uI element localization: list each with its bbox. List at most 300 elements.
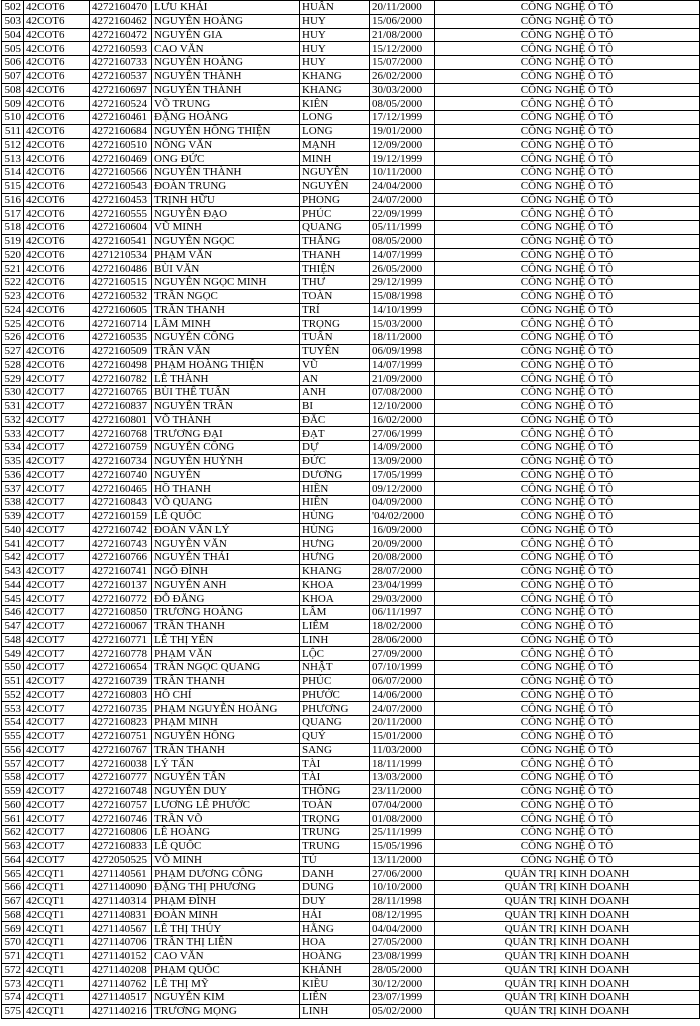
class-code-cell: 42COT7 (24, 688, 90, 702)
class-code-cell: 42COT6 (24, 221, 90, 235)
student-id-cell: 4272160465 (90, 482, 152, 496)
surname-cell: NGUYỄN CÔNG (152, 441, 300, 455)
row-number-cell: 548 (2, 633, 24, 647)
major-cell: CÔNG NGHỆ Ô TÔ (435, 166, 700, 180)
birth-date-cell: '04/02/2000 (370, 509, 435, 523)
major-cell: CÔNG NGHỆ Ô TÔ (435, 413, 700, 427)
major-cell: CÔNG NGHỆ Ô TÔ (435, 578, 700, 592)
birth-date-cell: 27/09/2000 (370, 647, 435, 661)
table-row (2, 674, 700, 688)
row-number-cell: 556 (2, 743, 24, 757)
surname-cell: NGUYỄN NGỌC (152, 234, 300, 248)
surname-cell: HỒ THANH (152, 482, 300, 496)
birth-date-cell: 18/11/2000 (370, 331, 435, 345)
row-number-cell: 570 (2, 936, 24, 950)
birth-date-cell: 26/05/2000 (370, 262, 435, 276)
major-cell: CÔNG NGHỆ Ô TÔ (435, 56, 700, 70)
birth-date-cell: 23/07/1999 (370, 991, 435, 1005)
student-id-cell: 4272160593 (90, 42, 152, 56)
given-name-cell: LÂM (300, 606, 370, 620)
birth-date-cell: 15/07/2000 (370, 56, 435, 70)
major-cell: CÔNG NGHỆ Ô TÔ (435, 771, 700, 785)
row-number-cell: 510 (2, 111, 24, 125)
birth-date-cell: 27/06/2000 (370, 867, 435, 881)
major-cell: QUẢN TRỊ KINH DOANH (435, 894, 700, 908)
given-name-cell: TRÍ (300, 303, 370, 317)
major-cell: QUẢN TRỊ KINH DOANH (435, 908, 700, 922)
class-code-cell: 42COT7 (24, 647, 90, 661)
birth-date-cell: 15/06/2000 (370, 14, 435, 28)
student-id-cell: 4272160823 (90, 716, 152, 730)
major-cell: CÔNG NGHỆ Ô TÔ (435, 276, 700, 290)
row-number-cell: 513 (2, 152, 24, 166)
major-cell: CÔNG NGHỆ Ô TÔ (435, 496, 700, 510)
surname-cell: LÊ THỊ THÚY (152, 922, 300, 936)
class-code-cell: 42COT7 (24, 386, 90, 400)
birth-date-cell: 28/07/2000 (370, 564, 435, 578)
table-row (2, 248, 700, 262)
birth-date-cell: 06/09/1998 (370, 344, 435, 358)
table-row (2, 812, 700, 826)
student-id-cell: 4272160733 (90, 56, 152, 70)
major-cell: CÔNG NGHỆ Ô TÔ (435, 826, 700, 840)
birth-date-cell: 13/03/2000 (370, 771, 435, 785)
given-name-cell: HUY (300, 28, 370, 42)
student-id-cell: 4272160837 (90, 399, 152, 413)
surname-cell: NGUYỄN HỒNG (152, 729, 300, 743)
birth-date-cell: 09/12/2000 (370, 482, 435, 496)
table-row (2, 413, 700, 427)
student-id-cell: 4271140706 (90, 936, 152, 950)
row-number-cell: 504 (2, 28, 24, 42)
surname-cell: PHẠM QUỐC (152, 963, 300, 977)
row-number-cell: 506 (2, 56, 24, 70)
student-id-cell: 4272160067 (90, 619, 152, 633)
given-name-cell: THIỆN (300, 262, 370, 276)
row-number-cell: 574 (2, 991, 24, 1005)
surname-cell: LƯU KHẢI (152, 1, 300, 15)
major-cell: QUẢN TRỊ KINH DOANH (435, 922, 700, 936)
row-number-cell: 514 (2, 166, 24, 180)
birth-date-cell: 11/03/2000 (370, 743, 435, 757)
given-name-cell: KHANG (300, 69, 370, 83)
class-code-cell: 42CQT1 (24, 908, 90, 922)
given-name-cell: NHẬT (300, 661, 370, 675)
table-row (2, 716, 700, 730)
given-name-cell: VŨ (300, 358, 370, 372)
birth-date-cell: 07/08/2000 (370, 386, 435, 400)
major-cell: CÔNG NGHỆ Ô TÔ (435, 372, 700, 386)
class-code-cell: 42COT7 (24, 578, 90, 592)
birth-date-cell: 07/04/2000 (370, 798, 435, 812)
major-cell: CÔNG NGHỆ Ô TÔ (435, 289, 700, 303)
table-row (2, 661, 700, 675)
major-cell: CÔNG NGHỆ Ô TÔ (435, 42, 700, 56)
surname-cell: NGÔ ĐÌNH (152, 564, 300, 578)
birth-date-cell: 14/06/2000 (370, 688, 435, 702)
class-code-cell: 42COT7 (24, 468, 90, 482)
row-number-cell: 564 (2, 853, 24, 867)
table-row (2, 564, 700, 578)
row-number-cell: 549 (2, 647, 24, 661)
major-cell: CÔNG NGHỆ Ô TÔ (435, 234, 700, 248)
given-name-cell: HƯNG (300, 551, 370, 565)
major-cell: CÔNG NGHỆ Ô TÔ (435, 317, 700, 331)
row-number-cell: 531 (2, 399, 24, 413)
surname-cell: ĐỖ ĐĂNG (152, 592, 300, 606)
student-id-cell: 4272160734 (90, 454, 152, 468)
given-name-cell: PHƯƠNG (300, 702, 370, 716)
major-cell: CÔNG NGHỆ Ô TÔ (435, 468, 700, 482)
class-code-cell: 42COT7 (24, 564, 90, 578)
birth-date-cell: 30/12/2000 (370, 977, 435, 991)
birth-date-cell: 24/07/2000 (370, 702, 435, 716)
surname-cell: PHẠM HOÀNG THIỆN (152, 358, 300, 372)
birth-date-cell: 18/11/1999 (370, 757, 435, 771)
birth-date-cell: 14/07/1999 (370, 358, 435, 372)
table-row (2, 207, 700, 221)
class-code-cell: 42CQT1 (24, 1004, 90, 1018)
row-number-cell: 534 (2, 441, 24, 455)
table-row (2, 386, 700, 400)
student-id-cell: 4271140216 (90, 1004, 152, 1018)
student-id-cell: 4272160772 (90, 592, 152, 606)
class-code-cell: 42COT6 (24, 262, 90, 276)
given-name-cell: QUANG (300, 716, 370, 730)
given-name-cell: DƯƠNG (300, 468, 370, 482)
birth-date-cell: 23/04/1999 (370, 578, 435, 592)
surname-cell: ĐẶNG THỊ PHƯƠNG (152, 881, 300, 895)
student-id-cell: 4272160782 (90, 372, 152, 386)
given-name-cell: THANH (300, 248, 370, 262)
surname-cell: PHẠM ĐÌNH (152, 894, 300, 908)
surname-cell: LÊ THÀNH (152, 372, 300, 386)
major-cell: CÔNG NGHỆ Ô TÔ (435, 702, 700, 716)
birth-date-cell: 17/12/1999 (370, 111, 435, 125)
row-number-cell: 557 (2, 757, 24, 771)
birth-date-cell: 28/06/2000 (370, 633, 435, 647)
row-number-cell: 536 (2, 468, 24, 482)
student-id-cell: 4272160470 (90, 1, 152, 15)
student-id-cell: 4272160486 (90, 262, 152, 276)
class-code-cell: 42COT7 (24, 661, 90, 675)
student-id-cell: 4272160532 (90, 289, 152, 303)
class-code-cell: 42COT6 (24, 1, 90, 15)
surname-cell: NGUYỄN HUỲNH (152, 454, 300, 468)
row-number-cell: 524 (2, 303, 24, 317)
given-name-cell: TOÀN (300, 798, 370, 812)
major-cell: CÔNG NGHỆ Ô TÔ (435, 138, 700, 152)
surname-cell: CAO VĂN (152, 42, 300, 56)
table-row (2, 839, 700, 853)
birth-date-cell: 08/05/2000 (370, 97, 435, 111)
row-number-cell: 550 (2, 661, 24, 675)
row-number-cell: 535 (2, 454, 24, 468)
table-row (2, 193, 700, 207)
row-number-cell: 505 (2, 42, 24, 56)
class-code-cell: 42COT6 (24, 248, 90, 262)
class-code-cell: 42COT6 (24, 83, 90, 97)
row-number-cell: 553 (2, 702, 24, 716)
row-number-cell: 568 (2, 908, 24, 922)
birth-date-cell: 14/09/2000 (370, 441, 435, 455)
given-name-cell: KHANG (300, 83, 370, 97)
student-id-cell: 4272160697 (90, 83, 152, 97)
table-row (2, 69, 700, 83)
table-row (2, 908, 700, 922)
student-id-cell: 4272160541 (90, 234, 152, 248)
given-name-cell: HƯNG (300, 537, 370, 551)
given-name-cell: SANG (300, 743, 370, 757)
birth-date-cell: 15/08/1998 (370, 289, 435, 303)
student-id-cell: 4272160746 (90, 812, 152, 826)
table-row (2, 124, 700, 138)
major-cell: QUẢN TRỊ KINH DOANH (435, 881, 700, 895)
row-number-cell: 539 (2, 509, 24, 523)
given-name-cell: ANH (300, 386, 370, 400)
row-number-cell: 566 (2, 881, 24, 895)
surname-cell: LÊ THỊ YẾN (152, 633, 300, 647)
table-row (2, 56, 700, 70)
row-number-cell: 563 (2, 839, 24, 853)
student-id-cell: 4272160684 (90, 124, 152, 138)
birth-date-cell: 13/11/2000 (370, 853, 435, 867)
student-id-cell: 4272160751 (90, 729, 152, 743)
surname-cell: TRẦN NGỌC QUANG (152, 661, 300, 675)
major-cell: CÔNG NGHỆ Ô TÔ (435, 399, 700, 413)
table-row (2, 138, 700, 152)
given-name-cell: KHOA (300, 592, 370, 606)
student-id-cell: 4272160743 (90, 537, 152, 551)
surname-cell: NGUYỄN ANH (152, 578, 300, 592)
major-cell: CÔNG NGHỆ Ô TÔ (435, 757, 700, 771)
surname-cell: TRẦN THANH (152, 619, 300, 633)
birth-date-cell: 10/11/2000 (370, 166, 435, 180)
row-number-cell: 543 (2, 564, 24, 578)
class-code-cell: 42COT6 (24, 152, 90, 166)
given-name-cell: HÙNG (300, 509, 370, 523)
birth-date-cell: 04/04/2000 (370, 922, 435, 936)
row-number-cell: 540 (2, 523, 24, 537)
table-row (2, 977, 700, 991)
major-cell: CÔNG NGHỆ Ô TÔ (435, 179, 700, 193)
row-number-cell: 562 (2, 826, 24, 840)
row-number-cell: 512 (2, 138, 24, 152)
major-cell: CÔNG NGHỆ Ô TÔ (435, 537, 700, 551)
birth-date-cell: 29/12/1999 (370, 276, 435, 290)
major-cell: CÔNG NGHỆ Ô TÔ (435, 262, 700, 276)
birth-date-cell: 07/10/1999 (370, 661, 435, 675)
surname-cell: TRẦN THANH (152, 674, 300, 688)
major-cell: CÔNG NGHỆ Ô TÔ (435, 633, 700, 647)
row-number-cell: 511 (2, 124, 24, 138)
class-code-cell: 42COT6 (24, 317, 90, 331)
given-name-cell: LINH (300, 633, 370, 647)
table-row (2, 14, 700, 28)
class-code-cell: 42COT7 (24, 441, 90, 455)
table-body (2, 1, 700, 1019)
table-row (2, 482, 700, 496)
birth-date-cell: 05/11/1999 (370, 221, 435, 235)
row-number-cell: 538 (2, 496, 24, 510)
table-row (2, 743, 700, 757)
given-name-cell: ĐẮC (300, 413, 370, 427)
surname-cell: NGUYỄN HOÀNG (152, 56, 300, 70)
given-name-cell: MINH (300, 152, 370, 166)
table-row (2, 826, 700, 840)
table-row (2, 798, 700, 812)
class-code-cell: 42COT6 (24, 42, 90, 56)
row-number-cell: 546 (2, 606, 24, 620)
major-cell: CÔNG NGHỆ Ô TÔ (435, 97, 700, 111)
given-name-cell: PHÚC (300, 207, 370, 221)
class-code-cell: 42COT6 (24, 124, 90, 138)
major-cell: QUẢN TRỊ KINH DOANH (435, 936, 700, 950)
student-id-cell: 4272160498 (90, 358, 152, 372)
major-cell: CÔNG NGHỆ Ô TÔ (435, 647, 700, 661)
major-cell: CÔNG NGHỆ Ô TÔ (435, 386, 700, 400)
table-row (2, 111, 700, 125)
major-cell: CÔNG NGHỆ Ô TÔ (435, 551, 700, 565)
class-code-cell: 42COT6 (24, 56, 90, 70)
table-row (2, 427, 700, 441)
class-code-cell: 42COT6 (24, 289, 90, 303)
student-id-cell: 4271140762 (90, 977, 152, 991)
given-name-cell: TRỌNG (300, 812, 370, 826)
row-number-cell: 526 (2, 331, 24, 345)
class-code-cell: 42COT7 (24, 619, 90, 633)
surname-cell: VÕ THÀNH (152, 413, 300, 427)
row-number-cell: 528 (2, 358, 24, 372)
major-cell: CÔNG NGHỆ Ô TÔ (435, 661, 700, 675)
table-row (2, 83, 700, 97)
birth-date-cell: 20/09/2000 (370, 537, 435, 551)
birth-date-cell: 06/07/2000 (370, 674, 435, 688)
class-code-cell: 42COT6 (24, 166, 90, 180)
major-cell: CÔNG NGHỆ Ô TÔ (435, 441, 700, 455)
given-name-cell: HOÀNG (300, 949, 370, 963)
student-id-cell: 4272160510 (90, 138, 152, 152)
birth-date-cell: 12/10/2000 (370, 399, 435, 413)
given-name-cell: HOA (300, 936, 370, 950)
row-number-cell: 567 (2, 894, 24, 908)
student-id-cell: 4272160741 (90, 564, 152, 578)
class-code-cell: 42COT6 (24, 234, 90, 248)
surname-cell: TRẦN VÕ (152, 812, 300, 826)
table-row (2, 523, 700, 537)
table-row (2, 496, 700, 510)
row-number-cell: 517 (2, 207, 24, 221)
birth-date-cell: 25/11/1999 (370, 826, 435, 840)
class-code-cell: 42COT7 (24, 812, 90, 826)
student-id-cell: 4272160843 (90, 496, 152, 510)
row-number-cell: 575 (2, 1004, 24, 1018)
student-id-cell: 4272160462 (90, 14, 152, 28)
student-id-cell: 4271140561 (90, 867, 152, 881)
table-row (2, 922, 700, 936)
table-row (2, 537, 700, 551)
birth-date-cell: 08/05/2000 (370, 234, 435, 248)
student-id-cell: 4272160767 (90, 743, 152, 757)
major-cell: CÔNG NGHỆ Ô TÔ (435, 729, 700, 743)
birth-date-cell: 19/12/1999 (370, 152, 435, 166)
birth-date-cell: 15/03/2000 (370, 317, 435, 331)
given-name-cell: LONG (300, 111, 370, 125)
student-id-cell: 4272160778 (90, 647, 152, 661)
birth-date-cell: 05/02/2000 (370, 1004, 435, 1018)
table-row (2, 317, 700, 331)
surname-cell: TRỊNH HỮU (152, 193, 300, 207)
given-name-cell: DUY (300, 894, 370, 908)
table-row (2, 454, 700, 468)
given-name-cell: NGUYÊN (300, 166, 370, 180)
major-cell: CÔNG NGHỆ Ô TÔ (435, 853, 700, 867)
birth-date-cell: 15/01/2000 (370, 729, 435, 743)
table-row (2, 42, 700, 56)
given-name-cell: DANH (300, 867, 370, 881)
row-number-cell: 532 (2, 413, 24, 427)
surname-cell: ONG ĐỨC (152, 152, 300, 166)
surname-cell: NGUYỄN (152, 468, 300, 482)
birth-date-cell: 16/09/2000 (370, 523, 435, 537)
student-id-cell: 4272160833 (90, 839, 152, 853)
table-row (2, 991, 700, 1005)
student-id-cell: 4272160537 (90, 69, 152, 83)
given-name-cell: KIỀU (300, 977, 370, 991)
student-id-cell: 4272160765 (90, 386, 152, 400)
student-id-cell: 4271140314 (90, 894, 152, 908)
given-name-cell: TÀI (300, 757, 370, 771)
given-name-cell: LONG (300, 124, 370, 138)
student-id-cell: 4271140090 (90, 881, 152, 895)
surname-cell: CAO VĂN (152, 949, 300, 963)
table-row (2, 166, 700, 180)
student-id-cell: 4272160757 (90, 798, 152, 812)
student-id-cell: 4271140517 (90, 991, 152, 1005)
birth-date-cell: 10/10/2000 (370, 881, 435, 895)
table-row (2, 509, 700, 523)
surname-cell: LÊ QUỐC (152, 509, 300, 523)
surname-cell: LÊ THỊ MỸ (152, 977, 300, 991)
table-row (2, 276, 700, 290)
surname-cell: NGUYỄN TRẦN (152, 399, 300, 413)
class-code-cell: 42CQT1 (24, 963, 90, 977)
surname-cell: ĐOÀN MINH (152, 908, 300, 922)
major-cell: CÔNG NGHỆ Ô TÔ (435, 743, 700, 757)
major-cell: CÔNG NGHỆ Ô TÔ (435, 716, 700, 730)
table-row (2, 578, 700, 592)
class-code-cell: 42CQT1 (24, 922, 90, 936)
major-cell: CÔNG NGHỆ Ô TÔ (435, 674, 700, 688)
table-row (2, 619, 700, 633)
student-id-cell: 4271210534 (90, 248, 152, 262)
class-code-cell: 42COT6 (24, 14, 90, 28)
student-id-cell: 4272160543 (90, 179, 152, 193)
table-row (2, 234, 700, 248)
major-cell: CÔNG NGHỆ Ô TÔ (435, 564, 700, 578)
student-id-cell: 4272160159 (90, 509, 152, 523)
student-id-cell: 4272160748 (90, 784, 152, 798)
table-row (2, 179, 700, 193)
class-code-cell: 42COT7 (24, 372, 90, 386)
surname-cell: VŨ MINH (152, 221, 300, 235)
class-code-cell: 42COT6 (24, 69, 90, 83)
row-number-cell: 572 (2, 963, 24, 977)
surname-cell: LÝ TẤN (152, 757, 300, 771)
given-name-cell: KIÊN (300, 97, 370, 111)
major-cell: CÔNG NGHỆ Ô TÔ (435, 358, 700, 372)
birth-date-cell: 30/03/2000 (370, 83, 435, 97)
